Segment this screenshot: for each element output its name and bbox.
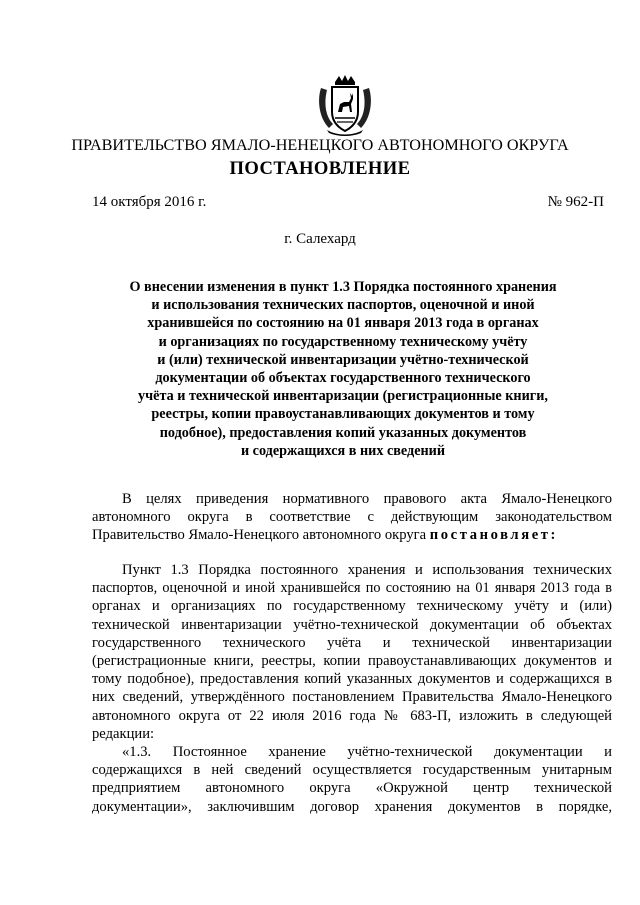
preamble-line bbox=[92, 526, 612, 544]
title-line: реестры, копии правоустанавливающих документов и тому bbox=[151, 406, 535, 423]
quote-line: «1.3. Постоянное хранение учётно-технической документации и bbox=[122, 744, 612, 760]
document-title bbox=[100, 278, 586, 460]
quote-line: предприятием автономного округа «Окружной центр технической bbox=[92, 780, 612, 797]
document-type: ПОСТАНОВЛЕНИЕ bbox=[229, 158, 411, 179]
preamble-line: В целях приведения нормативного правового акта Ямало-Ненецкого bbox=[122, 491, 612, 507]
title-line: подобное), предоставления копий указанных документов bbox=[159, 424, 527, 441]
body-line: паспортов, оценочной и иной хранившейся по состоянию на 01 января 2013 года в bbox=[92, 580, 612, 597]
quote-line: документации», заключившим договор хранения документов в порядке, bbox=[92, 798, 612, 815]
body-line: (регистрационные книги, реестры, копии правоустанавливающих документов и bbox=[92, 653, 612, 670]
title-line: и организациях по государственному техническому учёту bbox=[158, 333, 528, 350]
document-city: г. Салехард bbox=[284, 231, 356, 247]
title-line: и содержащихся в них сведений bbox=[240, 442, 446, 459]
preamble-line-prefix: Правительство Ямало-Ненецкого автономного округа bbox=[92, 527, 430, 544]
title-line: хранившейся по состоянию на 01 января 2013 года в органах bbox=[147, 315, 539, 332]
preamble-paragraph bbox=[92, 490, 612, 545]
title-line: О внесении изменения в пункт 1.3 Порядка постоянного хранения bbox=[129, 279, 557, 295]
body-line: государственного технического учёта и технической инвентаризации bbox=[92, 634, 612, 651]
body-line: тому подобное), предоставления копий указанных документов и содержащихся в bbox=[92, 671, 612, 688]
body-line: них сведений, утверждённого постановлением Правительства Ямало-Ненецкого bbox=[92, 689, 612, 706]
body-line: технической инвентаризации учётно-технической документации об объектах bbox=[92, 616, 612, 633]
title-line: учёта и технической инвентаризации (регистрационные книги, bbox=[138, 388, 548, 405]
body-line: редакции: bbox=[92, 725, 155, 742]
title-line: документации об объектах государственного технического bbox=[155, 370, 531, 387]
quote-line: содержащихся в ней сведений осуществляется государственным унитарным bbox=[92, 762, 612, 779]
body-paragraph bbox=[92, 561, 612, 743]
decree-word: постановляет: bbox=[429, 527, 559, 544]
title-line: и использования технических паспортов, оценочной и иной bbox=[151, 297, 535, 314]
coat-of-arms-icon bbox=[315, 74, 375, 136]
preamble-line: автономного округа в соответствие с действующим законодательством bbox=[92, 509, 612, 526]
document-date: 14 октября 2016 г. bbox=[92, 194, 207, 210]
document-number: № 962-П bbox=[547, 194, 604, 210]
body-line: органах и организациях по государственному техническому учёту и (или) bbox=[92, 598, 612, 615]
title-line: и (или) технической инвентаризации учётно-технической bbox=[157, 351, 529, 368]
body-line: автономного округа от 22 июля 2016 года № 683-П, изложить в следующей bbox=[92, 707, 612, 724]
organization-name: ПРАВИТЕЛЬСТВО ЯМАЛО-НЕНЕЦКОГО АВТОНОМНОГО ОКРУГА bbox=[71, 136, 569, 154]
body-line: Пункт 1.3 Порядка постоянного хранения и использования технических bbox=[122, 562, 612, 578]
quote-paragraph bbox=[92, 743, 612, 816]
